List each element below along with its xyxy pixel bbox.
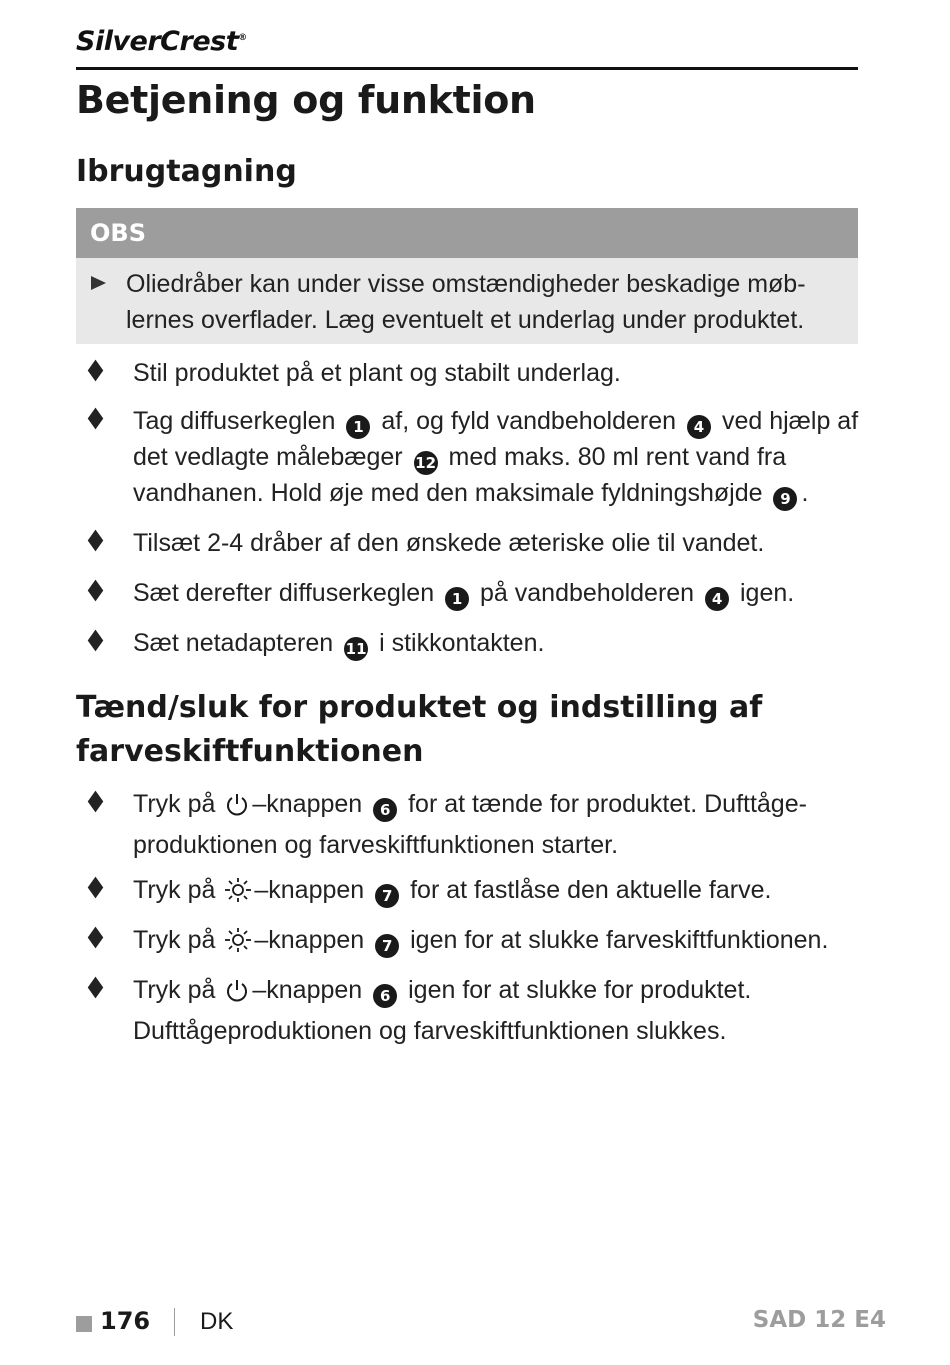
step-text: Sæt derefter diffuserkeglen (133, 579, 435, 607)
arrow-icon (91, 276, 106, 290)
footer-marker (76, 1316, 92, 1332)
step-text: Stil produktet på et plant og stabilt underlag. (133, 359, 621, 387)
step-text: igen for at slukke for produktet. Dufttågeproduktionen og farveskiftfunktionen slukkes. (133, 976, 752, 1045)
part-number-badge: 9 (773, 487, 797, 511)
step-text: Tryk på (133, 790, 216, 818)
step-text: –knappen (254, 876, 365, 904)
step-text: for at fastlåse den aktuelle farve. (410, 876, 772, 904)
header-rule (76, 67, 858, 70)
step-text: af, og fyld vandbeholderen (381, 407, 677, 435)
part-number-badge: 4 (705, 587, 729, 611)
step-text: Tag diffuserkeglen (133, 407, 336, 435)
diamond-bullet-icon (88, 927, 104, 949)
page-title: Betjening og funktion (76, 78, 536, 122)
step-text: –knappen (254, 926, 365, 954)
step-text: Tryk på (133, 976, 216, 1004)
diamond-bullet-icon (88, 408, 104, 430)
step-text: igen for at slukke farveskiftfunktionen. (410, 926, 829, 954)
diamond-bullet-icon (88, 360, 104, 382)
step-text: i stikkontakten. (379, 629, 545, 657)
part-number-badge: 7 (375, 934, 399, 958)
step-text: Tilsæt 2-4 dråber af den ønskede æteriske olie til vandet. (133, 529, 765, 557)
model-number: SAD 12 E4 (752, 1307, 886, 1333)
part-number-badge: 11 (344, 637, 368, 661)
part-number-badge: 6 (373, 798, 397, 822)
step-text: . (801, 479, 809, 507)
section-heading-taend-sluk: Tænd/sluk for produktet og indstilling af farveskiftfunktionen (76, 690, 763, 769)
step-text: –knappen (252, 976, 363, 1004)
step-text: for at tænde for produktet. Dufttåge-produktionen og farveskiftfunktionen starter. (133, 790, 807, 859)
step-text: på vandbeholderen (480, 579, 695, 607)
footer-divider (174, 1308, 175, 1336)
step-text: med maks. 80 ml rent vand fra vandhanen. Hold øje med den maksimale fyldningshøjde (133, 443, 787, 507)
part-number-badge: 6 (373, 984, 397, 1008)
diamond-bullet-icon (88, 977, 104, 999)
part-number-badge: 4 (687, 415, 711, 439)
diamond-bullet-icon (88, 630, 104, 652)
step-text: ved hjælp af det vedlagte målebæger (133, 407, 859, 471)
part-number-badge: 1 (346, 415, 370, 439)
language-code: DK (200, 1308, 234, 1335)
brand-logo: SilverCrest® (76, 26, 247, 57)
note-header (76, 208, 858, 258)
light-icon (224, 927, 252, 963)
note-label: OBS (90, 219, 146, 247)
step-text: Tryk på (133, 876, 216, 904)
note-text: Oliedråber kan under visse omstændigheder beskadige møb-lernes overflader. Læg eventuelt et underlag under produktet. (126, 270, 806, 334)
diamond-bullet-icon (88, 530, 104, 552)
diamond-bullet-icon (88, 580, 104, 602)
power-icon (224, 791, 250, 827)
step-text: igen. (740, 579, 795, 607)
step-text: Sæt netadapteren (133, 629, 334, 657)
part-number-badge: 7 (375, 884, 399, 908)
power-icon (224, 977, 250, 1013)
step-text: Tryk på (133, 926, 216, 954)
light-icon (224, 877, 252, 913)
note-body (76, 258, 858, 344)
diamond-bullet-icon (88, 791, 104, 813)
part-number-badge: 12 (414, 451, 438, 475)
step-text: –knappen (252, 790, 363, 818)
diamond-bullet-icon (88, 877, 104, 899)
part-number-badge: 1 (445, 587, 469, 611)
section-heading-ibrugtagning: Ibrugtagning (76, 154, 297, 189)
page-number: 176 (100, 1307, 151, 1335)
